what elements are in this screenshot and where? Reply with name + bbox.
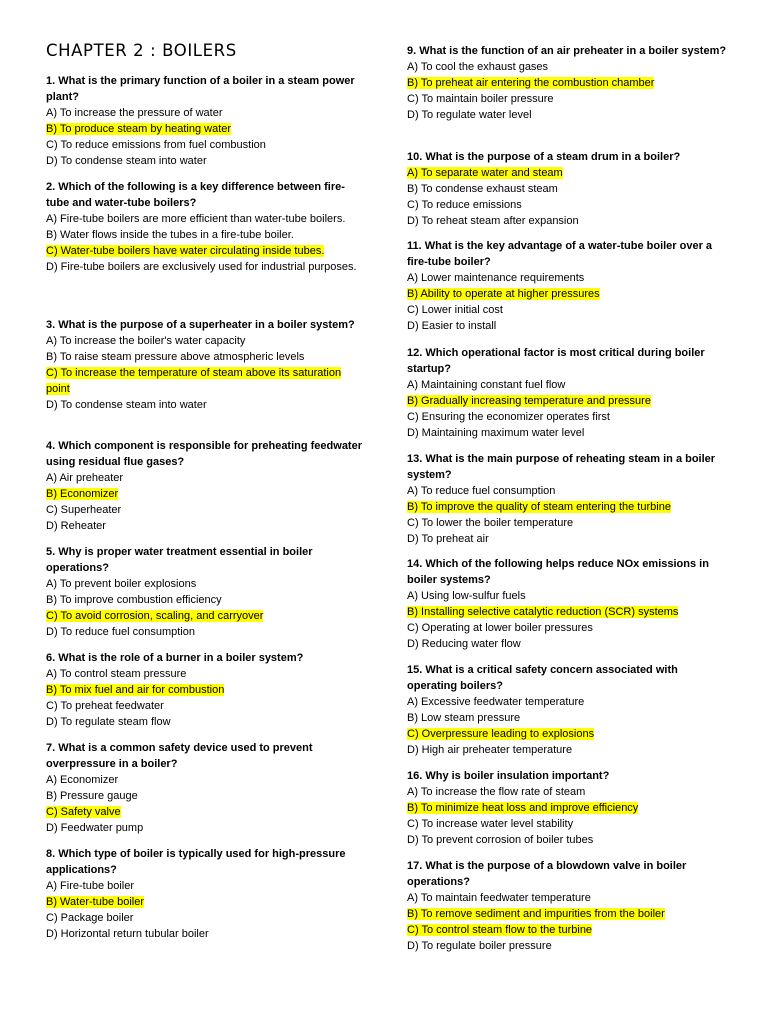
option-text: A) Economizer xyxy=(46,774,119,786)
question-text: 4. Which component is responsible for preheating feedwater using residual flue gases? xyxy=(46,440,362,468)
question-block xyxy=(407,768,727,848)
question-text: 9. What is the function of an air preheater in a boiler system? xyxy=(407,45,727,57)
option-text: B) Water flows inside the tubes in a fire-tube boiler. xyxy=(46,229,294,241)
question-text: 17. What is the purpose of a blowdown valve in boiler operations? xyxy=(407,860,687,888)
answer-option xyxy=(407,318,727,334)
option-text: A) Lower maintenance requirements xyxy=(407,272,585,284)
option-text: A) To control steam pressure xyxy=(46,668,187,680)
option-text: D) Reducing water flow xyxy=(407,638,521,650)
question-text: 10. What is the purpose of a steam drum in a boiler? xyxy=(407,151,681,163)
question-text: 2. Which of the following is a key difference between fire-tube and water-tube boilers? xyxy=(46,181,345,209)
answer-option xyxy=(46,666,366,682)
option-text: D) To reheat steam after expansion xyxy=(407,215,579,227)
option-text: D) Reheater xyxy=(46,520,106,532)
question-block xyxy=(46,317,366,413)
answer-option xyxy=(46,227,366,243)
answer-option-highlighted xyxy=(46,365,366,397)
answer-option xyxy=(407,531,727,547)
answer-option xyxy=(407,270,727,286)
option-text: C) Superheater xyxy=(46,504,122,516)
option-text: D) To condense steam into water xyxy=(46,399,207,411)
answer-option xyxy=(407,483,727,499)
option-text: D) To prevent corrosion of boiler tubes xyxy=(407,834,594,846)
answer-option xyxy=(407,588,727,604)
question-text: 15. What is a critical safety concern associated with operating boilers? xyxy=(407,664,678,692)
option-text: C) To control steam flow to the turbine xyxy=(407,924,593,936)
question-block xyxy=(407,345,727,441)
option-text: A) To separate water and steam xyxy=(407,167,563,179)
option-text: D) To preheat air xyxy=(407,533,489,545)
option-text: A) To increase the pressure of water xyxy=(46,107,223,119)
question-text: 14. Which of the following helps reduce NOx emissions in boiler systems? xyxy=(407,558,709,586)
answer-option xyxy=(46,910,366,926)
option-text: C) Operating at lower boiler pressures xyxy=(407,622,593,634)
option-text: A) Using low-sulfur fuels xyxy=(407,590,526,602)
answer-option xyxy=(46,698,366,714)
option-text: B) Gradually increasing temperature and pressure xyxy=(407,395,651,407)
option-text: C) Water-tube boilers have water circulating inside tubes. xyxy=(46,245,325,257)
option-text: B) Installing selective catalytic reduction (SCR) systems xyxy=(407,606,679,618)
option-text: D) Feedwater pump xyxy=(46,822,144,834)
answer-option-highlighted xyxy=(46,486,366,502)
question-block xyxy=(407,43,727,123)
option-text: A) To maintain feedwater temperature xyxy=(407,892,591,904)
answer-option xyxy=(407,59,727,75)
answer-option-highlighted xyxy=(407,393,727,409)
answer-option-highlighted xyxy=(46,894,366,910)
option-text: C) To avoid corrosion, scaling, and carryover xyxy=(46,610,264,622)
answer-option xyxy=(46,820,366,836)
answer-option xyxy=(407,213,727,229)
question-text: 6. What is the role of a burner in a boiler system? xyxy=(46,652,304,664)
option-text: D) To regulate steam flow xyxy=(46,716,171,728)
question-text: 11. What is the key advantage of a water-tube boiler over a fire-tube boiler? xyxy=(407,240,713,268)
option-text: C) Package boiler xyxy=(46,912,134,924)
question-text: 8. Which type of boiler is typically used for high-pressure applications? xyxy=(46,848,346,876)
question-text: 16. Why is boiler insulation important? xyxy=(407,770,610,782)
answer-option xyxy=(407,377,727,393)
answer-option-highlighted xyxy=(46,121,366,137)
option-text: D) To condense steam into water xyxy=(46,155,207,167)
option-text: D) To reduce fuel consumption xyxy=(46,626,195,638)
option-text: C) Lower initial cost xyxy=(407,304,503,316)
answer-option xyxy=(407,636,727,652)
option-text: A) Maintaining constant fuel flow xyxy=(407,379,566,391)
answer-option xyxy=(407,694,727,710)
option-text: C) Overpressure leading to explosions xyxy=(407,728,595,740)
answer-option xyxy=(407,938,727,954)
option-text: C) To preheat feedwater xyxy=(46,700,164,712)
answer-option xyxy=(46,772,366,788)
answer-option xyxy=(46,518,366,534)
answer-option xyxy=(407,425,727,441)
question-block xyxy=(46,544,366,640)
answer-option xyxy=(407,91,727,107)
answer-option-highlighted xyxy=(407,922,727,938)
option-text: B) To condense exhaust steam xyxy=(407,183,558,195)
answer-option xyxy=(407,784,727,800)
option-text: C) To increase the temperature of steam above its saturation point xyxy=(46,367,342,395)
answer-option xyxy=(407,816,727,832)
option-text: C) Safety valve xyxy=(46,806,121,818)
answer-option xyxy=(46,592,366,608)
question-block xyxy=(407,238,727,334)
question-block xyxy=(407,662,727,758)
option-text: D) Horizontal return tubular boiler xyxy=(46,928,209,940)
option-text: C) Ensuring the economizer operates first xyxy=(407,411,610,423)
answer-option xyxy=(407,890,727,906)
answer-option-highlighted xyxy=(407,286,727,302)
answer-option xyxy=(46,470,366,486)
answer-option-highlighted xyxy=(46,243,366,259)
option-text: D) To regulate boiler pressure xyxy=(407,940,552,952)
option-text: B) Pressure gauge xyxy=(46,790,138,802)
option-text: D) Easier to install xyxy=(407,320,497,332)
option-text: B) To minimize heat loss and improve efficiency xyxy=(407,802,639,814)
answer-option xyxy=(46,137,366,153)
option-text: A) Excessive feedwater temperature xyxy=(407,696,585,708)
answer-option xyxy=(46,878,366,894)
answer-option xyxy=(46,211,366,227)
answer-option-highlighted xyxy=(407,604,727,620)
chapter-title: CHAPTER 2 : BOILERS xyxy=(46,41,237,60)
answer-option-highlighted xyxy=(46,804,366,820)
option-text: A) To cool the exhaust gases xyxy=(407,61,549,73)
option-text: C) To maintain boiler pressure xyxy=(407,93,554,105)
answer-option xyxy=(46,349,366,365)
option-text: A) To increase the boiler's water capacity xyxy=(46,335,246,347)
option-text: D) High air preheater temperature xyxy=(407,744,573,756)
option-text: B) To improve the quality of steam entering the turbine xyxy=(407,501,671,513)
option-text: C) To reduce emissions from fuel combustion xyxy=(46,139,266,151)
answer-option-highlighted xyxy=(46,682,366,698)
option-text: B) To remove sediment and impurities from the boiler xyxy=(407,908,665,920)
answer-option-highlighted xyxy=(46,608,366,624)
answer-option-highlighted xyxy=(407,499,727,515)
question-block xyxy=(46,179,366,275)
question-text: 1. What is the primary function of a boiler in a steam power plant? xyxy=(46,75,355,103)
answer-option-highlighted xyxy=(407,726,727,742)
answer-option-highlighted xyxy=(407,906,727,922)
answer-option xyxy=(407,832,727,848)
answer-option xyxy=(407,742,727,758)
question-block xyxy=(46,650,366,730)
question-block xyxy=(407,556,727,652)
question-block xyxy=(46,846,366,942)
option-text: A) Fire-tube boiler xyxy=(46,880,135,892)
option-text: B) To mix fuel and air for combustion xyxy=(46,684,225,696)
option-text: D) Maintaining maximum water level xyxy=(407,427,585,439)
option-text: D) Fire-tube boilers are exclusively used for industrial purposes. xyxy=(46,261,357,273)
question-block xyxy=(407,858,727,954)
answer-option xyxy=(407,710,727,726)
option-text: D) To regulate water level xyxy=(407,109,532,121)
option-text: A) Air preheater xyxy=(46,472,124,484)
answer-option xyxy=(407,302,727,318)
question-text: 12. Which operational factor is most critical during boiler startup? xyxy=(407,347,705,375)
option-text: B) To produce steam by heating water xyxy=(46,123,232,135)
answer-option xyxy=(46,153,366,169)
answer-option xyxy=(46,714,366,730)
question-block xyxy=(407,451,727,547)
question-block xyxy=(46,73,366,169)
answer-option-highlighted xyxy=(407,75,727,91)
answer-option xyxy=(407,197,727,213)
question-text: 3. What is the purpose of a superheater in a boiler system? xyxy=(46,319,355,331)
option-text: C) To increase water level stability xyxy=(407,818,574,830)
answer-option-highlighted xyxy=(407,165,727,181)
option-text: B) To preheat air entering the combustion chamber xyxy=(407,77,655,89)
option-text: C) To lower the boiler temperature xyxy=(407,517,574,529)
option-text: A) To prevent boiler explosions xyxy=(46,578,197,590)
answer-option-highlighted xyxy=(407,800,727,816)
option-text: B) To raise steam pressure above atmospheric levels xyxy=(46,351,305,363)
question-text: 13. What is the main purpose of reheating steam in a boiler system? xyxy=(407,453,716,481)
question-block xyxy=(46,740,366,836)
answer-option xyxy=(46,788,366,804)
answer-option xyxy=(46,259,366,275)
answer-option xyxy=(46,926,366,942)
answer-option xyxy=(407,181,727,197)
option-text: B) Water-tube boiler xyxy=(46,896,145,908)
question-block xyxy=(407,149,727,229)
option-text: B) Economizer xyxy=(46,488,119,500)
question-text: 5. Why is proper water treatment essential in boiler operations? xyxy=(46,546,313,574)
question-block xyxy=(46,438,366,534)
answer-option xyxy=(46,333,366,349)
answer-option xyxy=(46,105,366,121)
answer-option xyxy=(407,107,727,123)
option-text: B) Ability to operate at higher pressures xyxy=(407,288,600,300)
answer-option xyxy=(46,576,366,592)
answer-option xyxy=(407,620,727,636)
option-text: A) To reduce fuel consumption xyxy=(407,485,556,497)
question-text: 7. What is a common safety device used to prevent overpressure in a boiler? xyxy=(46,742,313,770)
option-text: C) To reduce emissions xyxy=(407,199,522,211)
option-text: B) To improve combustion efficiency xyxy=(46,594,222,606)
option-text: A) Fire-tube boilers are more efficient than water-tube boilers. xyxy=(46,213,346,225)
answer-option xyxy=(46,502,366,518)
option-text: A) To increase the flow rate of steam xyxy=(407,786,586,798)
answer-option xyxy=(407,409,727,425)
answer-option xyxy=(407,515,727,531)
answer-option xyxy=(46,397,366,413)
option-text: B) Low steam pressure xyxy=(407,712,521,724)
answer-option xyxy=(46,624,366,640)
